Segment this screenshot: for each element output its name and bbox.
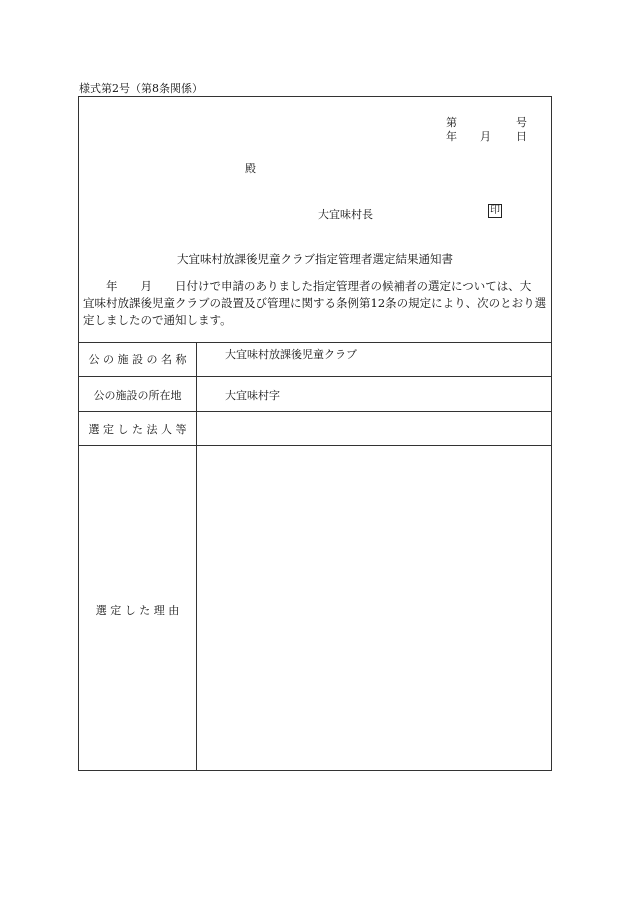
row-label-selected-corporation: 選 定 し た 法 人 等	[88, 423, 187, 436]
form-number-label: 様式第2号（第8条関係）	[79, 82, 203, 95]
addressee-honorific: 殿	[245, 162, 256, 175]
number-prefix: 第	[446, 116, 457, 129]
body-line-2: 宜味村放課後児童クラブの設置及び管理に関する条例第12条の規定により、次のとおり選	[83, 296, 547, 310]
body-line-3: 定しましたので通知します。	[83, 313, 232, 327]
date-day: 日	[516, 130, 527, 143]
number-suffix: 号	[516, 116, 527, 129]
row-label-facility-location: 公の施設の所在地	[93, 389, 182, 402]
seal-mark: 印	[490, 205, 500, 216]
row-label-facility-name: 公 の 施 設 の 名 称	[88, 353, 187, 366]
notice-body	[83, 278, 549, 329]
document-title: 大宜味村放課後児童クラブ指定管理者選定結果通知書	[177, 252, 453, 266]
sender-title: 大宜味村長	[318, 208, 373, 221]
body-line-1: 年 月 日付けで申請のありました指定管理者の候補者の選定については、大	[83, 279, 532, 293]
table-row-divider	[78, 376, 552, 377]
row-label-selection-reason: 選 定 し た 理 由	[95, 604, 180, 617]
table-column-divider	[196, 342, 197, 771]
date-year: 年	[446, 130, 457, 143]
row-value-facility-location: 大宜味村字	[225, 389, 280, 402]
table-row-divider	[78, 445, 552, 446]
table-top-rule	[78, 342, 552, 343]
date-month: 月	[480, 130, 491, 143]
row-value-facility-name: 大宜味村放課後児童クラブ	[225, 348, 357, 361]
table-row-divider	[78, 411, 552, 412]
